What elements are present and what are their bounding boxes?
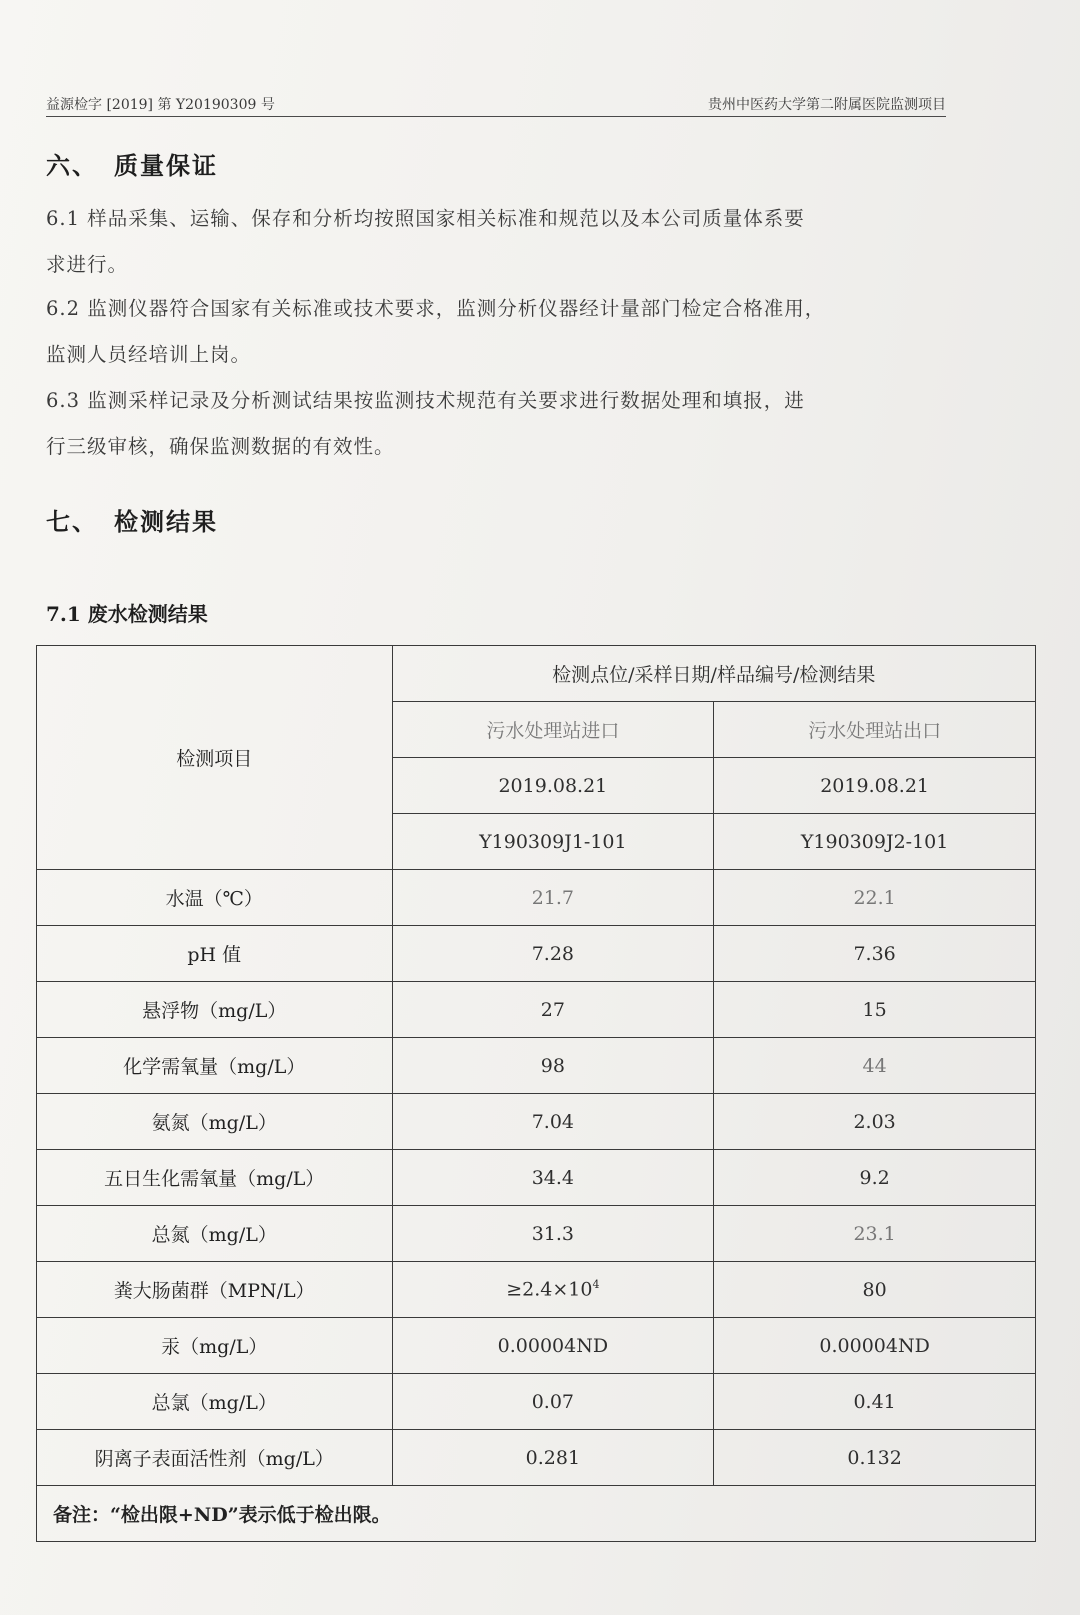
row-value-inlet: 98 [392, 1038, 714, 1094]
table-row [37, 870, 1036, 926]
section-6-title: 质量保证 [114, 151, 218, 180]
date-outlet: 2019.08.21 [714, 758, 1036, 814]
table-row [37, 1262, 1036, 1318]
paragraph-6-1 [46, 196, 966, 288]
section-7-title: 检测结果 [114, 507, 218, 536]
row-value-outlet: 7.36 [714, 926, 1036, 982]
item-header: 检测项目 [37, 646, 393, 870]
row-value-outlet: 9.2 [714, 1150, 1036, 1206]
row-item-label: 水温（℃） [37, 870, 393, 926]
table-row [37, 1206, 1036, 1262]
sample-id-inlet: Y190309J1-101 [392, 814, 714, 870]
row-item-label: 汞（mg/L） [37, 1318, 393, 1374]
project-name: 贵州中医药大学第二附属医院监测项目 [708, 97, 946, 113]
row-value-inlet: 7.28 [392, 926, 714, 982]
row-value-inlet: 27 [392, 982, 714, 1038]
table-row [37, 982, 1036, 1038]
group-header: 检测点位/采样日期/样品编号/检测结果 [392, 646, 1036, 702]
page-header [46, 92, 946, 117]
paragraph-6-3-line-2: 行三级审核，确保监测数据的有效性。 [46, 435, 395, 458]
row-value-inlet: 0.281 [392, 1430, 714, 1486]
site-outlet: 污水处理站出口 [714, 702, 1036, 758]
row-value-inlet: 31.3 [392, 1206, 714, 1262]
table-row [37, 1374, 1036, 1430]
table-row [37, 1150, 1036, 1206]
row-item-label: pH 值 [37, 926, 393, 982]
report-number: 益源检字 [2019] 第 Y20190309 号 [46, 97, 275, 113]
row-item-label: 悬浮物（mg/L） [37, 982, 393, 1038]
row-value-outlet: 0.132 [714, 1430, 1036, 1486]
row-item-label: 氨氮（mg/L） [37, 1094, 393, 1150]
table-note: 备注：“检出限+ND”表示低于检出限。 [37, 1486, 1036, 1542]
table-row [37, 926, 1036, 982]
date-inlet: 2019.08.21 [392, 758, 714, 814]
paragraph-6-2 [46, 286, 966, 378]
row-value-outlet: 0.00004ND [714, 1318, 1036, 1374]
row-value-outlet: 22.1 [714, 870, 1036, 926]
table-row [37, 1038, 1036, 1094]
section-7-number: 七、 [46, 507, 98, 536]
row-item-label: 粪大肠菌群（MPN/L） [37, 1262, 393, 1318]
paragraph-6-3-line-1: 6.3 监测采样记录及分析测试结果按监测技术规范有关要求进行数据处理和填报，进 [46, 389, 805, 412]
section-6-number: 六、 [46, 151, 98, 180]
row-item-label: 五日生化需氧量（mg/L） [37, 1150, 393, 1206]
value-exponent: 4 [592, 1278, 600, 1292]
value-base: ≥2.4×10 [506, 1278, 593, 1301]
row-value-inlet [392, 1262, 714, 1318]
paragraph-6-1-line-2: 求进行。 [46, 253, 129, 276]
paragraph-6-2-line-1: 6.2 监测仪器符合国家有关标准或技术要求，监测分析仪器经计量部门检定合格准用， [46, 297, 826, 320]
row-value-outlet: 80 [714, 1262, 1036, 1318]
paragraph-6-1-line-1: 6.1 样品采集、运输、保存和分析均按照国家相关标准和规范以及本公司质量体系要 [46, 207, 805, 230]
row-value-inlet: 0.07 [392, 1374, 714, 1430]
row-value-outlet: 0.41 [714, 1374, 1036, 1430]
wastewater-results-table [36, 645, 1036, 1542]
section-6-heading [46, 146, 218, 181]
row-value-outlet: 44 [714, 1038, 1036, 1094]
paragraph-6-3 [46, 378, 966, 470]
table-row [37, 1430, 1036, 1486]
row-value-inlet: 21.7 [392, 870, 714, 926]
row-value-outlet: 2.03 [714, 1094, 1036, 1150]
row-item-label: 化学需氧量（mg/L） [37, 1038, 393, 1094]
section-7-heading [46, 502, 218, 537]
table-row [37, 1094, 1036, 1150]
row-value-outlet: 23.1 [714, 1206, 1036, 1262]
row-value-inlet: 0.00004ND [392, 1318, 714, 1374]
row-item-label: 总氯（mg/L） [37, 1374, 393, 1430]
sample-id-outlet: Y190309J2-101 [714, 814, 1036, 870]
row-value-inlet: 34.4 [392, 1150, 714, 1206]
row-item-label: 阴离子表面活性剂（mg/L） [37, 1430, 393, 1486]
row-value-outlet: 15 [714, 982, 1036, 1038]
subsection-7-1-title: 7.1 废水检测结果 [46, 602, 208, 626]
row-value-inlet: 7.04 [392, 1094, 714, 1150]
table-row [37, 1318, 1036, 1374]
site-inlet: 污水处理站进口 [392, 702, 714, 758]
paragraph-6-2-line-2: 监测人员经培训上岗。 [46, 343, 252, 366]
row-item-label: 总氮（mg/L） [37, 1206, 393, 1262]
